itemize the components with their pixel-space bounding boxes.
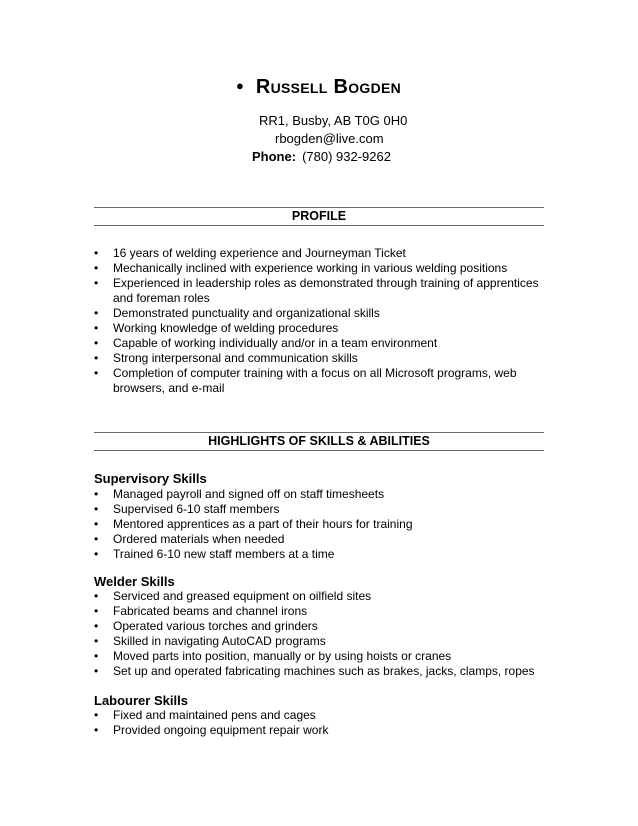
profile-list [94, 246, 549, 396]
list-item: • Operated various torches and grinders [94, 619, 549, 634]
list-item: • Experienced in leadership roles as demonstrated through training of apprentices and foreman roles [94, 276, 549, 306]
welder-skills-list [94, 589, 549, 679]
list-item: • Mechanically inclined with experience working in various welding positions [94, 261, 549, 276]
skills-heading: HIGHLIGHTS OF SKILLS & ABILITIES [94, 432, 544, 451]
list-item: • Supervised 6-10 staff members [94, 502, 549, 517]
phone-line [0, 149, 638, 164]
list-item: • Moved parts into position, manually or by using hoists or cranes [94, 649, 549, 664]
list-item: • Fabricated beams and channel irons [94, 604, 549, 619]
address: RR1, Busby, AB T0G 0H0 [259, 113, 408, 128]
candidate-name: Russell Bogden [255, 76, 402, 98]
bullet-icon: ● [236, 78, 244, 93]
list-item: • Demonstrated punctuality and organizational skills [94, 306, 549, 321]
supervisory-skills-list [94, 487, 549, 562]
list-item: • 16 years of welding experience and Journeyman Ticket [94, 246, 549, 261]
name-header [236, 76, 401, 99]
phone-number: (780) 932-9262 [302, 149, 391, 164]
phone-label: Phone: [252, 149, 297, 164]
list-item: • Mentored apprentices as a part of their hours for training [94, 517, 549, 532]
labourer-skills-title: Labourer Skills [94, 693, 188, 708]
list-item: • Fixed and maintained pens and cages [94, 708, 549, 723]
list-item: • Serviced and greased equipment on oilfield sites [94, 589, 549, 604]
list-item: • Capable of working individually and/or in a team environment [94, 336, 549, 351]
list-item: • Managed payroll and signed off on staff timesheets [94, 487, 549, 502]
list-item: • Completion of computer training with a focus on all Microsoft programs, web browsers, and e-mail [94, 366, 549, 396]
list-item: • Strong interpersonal and communication skills [94, 351, 549, 366]
email: rbogden@live.com [275, 131, 384, 146]
list-item: • Skilled in navigating AutoCAD programs [94, 634, 549, 649]
list-item: • Trained 6-10 new staff members at a time [94, 547, 549, 562]
profile-heading: PROFILE [94, 207, 544, 226]
list-item: • Ordered materials when needed [94, 532, 549, 547]
list-item: • Provided ongoing equipment repair work [94, 723, 549, 738]
supervisory-skills-title: Supervisory Skills [94, 471, 207, 486]
labourer-skills-list [94, 708, 549, 738]
welder-skills-title: Welder Skills [94, 574, 175, 589]
list-item: • Working knowledge of welding procedures [94, 321, 549, 336]
list-item: • Set up and operated fabricating machines such as brakes, jacks, clamps, ropes [94, 664, 549, 679]
